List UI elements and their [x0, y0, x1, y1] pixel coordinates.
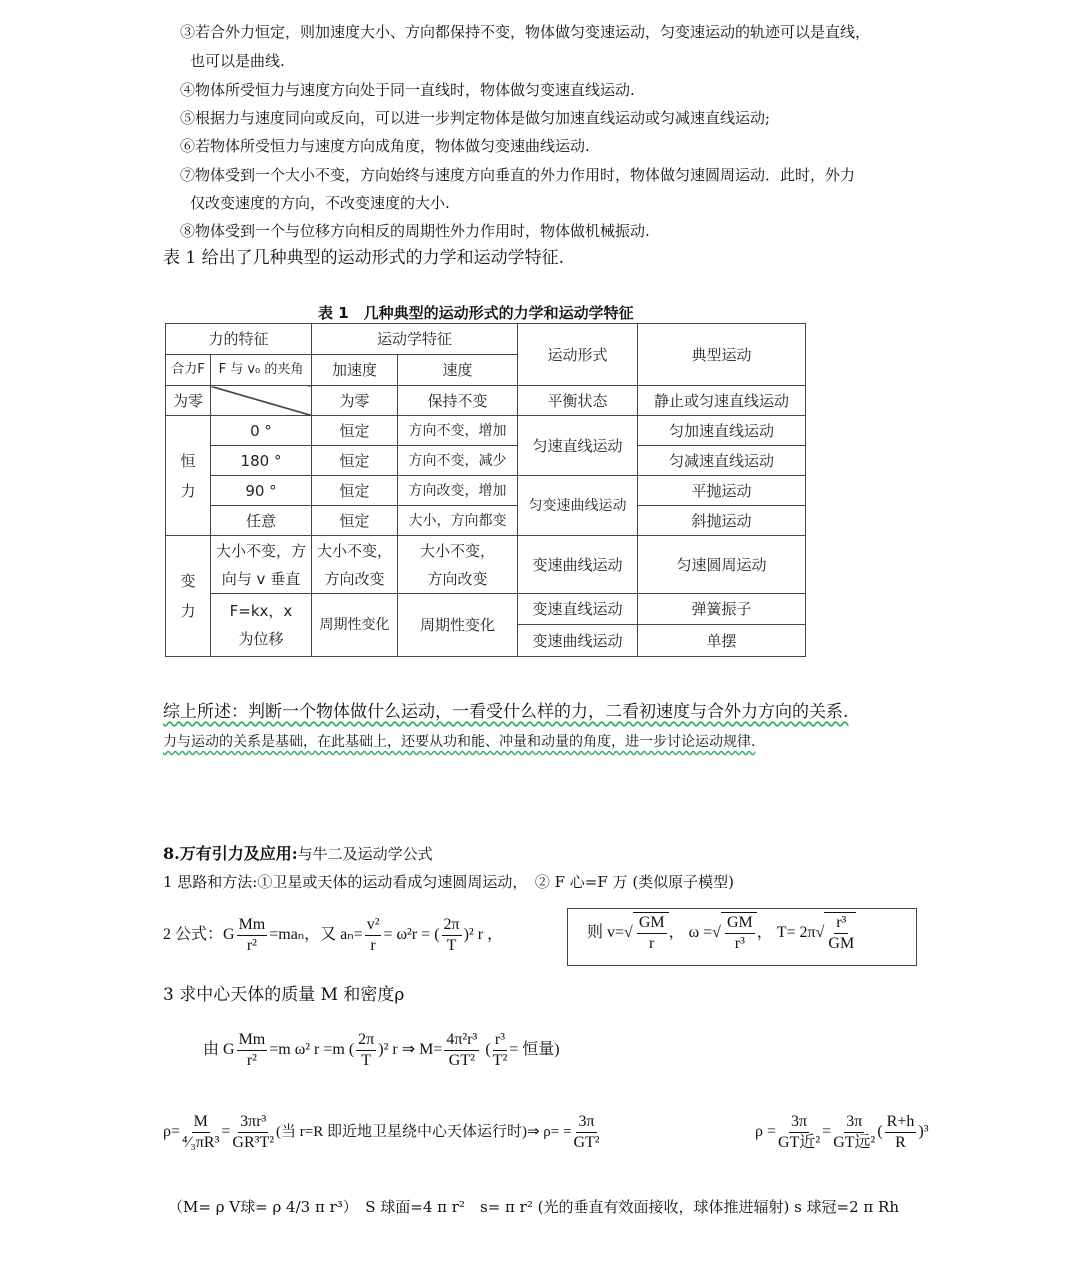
header-cell: 运动形式: [518, 324, 638, 386]
header-cell: 加速度: [312, 355, 398, 386]
table-cell: 90 °: [211, 476, 312, 506]
header-cell: 合力F: [166, 355, 211, 386]
header-cell: 力的特征: [166, 324, 312, 355]
table-cell: 单摆: [638, 625, 806, 657]
table-cell: 保持不变: [398, 386, 518, 416]
table-cell: 方向不变，增加: [398, 416, 518, 446]
table-cell: 斜抛运动: [638, 506, 806, 536]
text-line: ⑥若物体所受恒力与速度方向成角度，物体做匀变速曲线运动.: [180, 137, 590, 155]
formula-text: =maₙ，又 aₙ=: [269, 926, 363, 944]
table-title: 表 1 几种典型的运动形式的力学和运动学特征: [318, 304, 634, 322]
text-line: ⑤根据力与速度同向或反向，可以进一步判定物体是做匀加速直线运动或匀减速直线运动;: [180, 109, 771, 127]
table-cell: 为零: [166, 386, 211, 416]
formula-density-2: ρ = $\frac{3\pi}{\text{GT近²}}$ = $\frac{3\pi}{\text{GT远²}}$ ( $\frac{R+h}{R}$ )³: [755, 1113, 929, 1151]
header-cell: F 与 v₀ 的夹角: [211, 355, 312, 386]
diagonal-cell: [211, 386, 312, 416]
formula-text: ， ω =: [668, 924, 713, 942]
text-line: ④物体所受恒力与速度方向处于同一直线时，物体做匀变速直线运动.: [180, 81, 635, 99]
table-cell: 恒定: [312, 446, 398, 476]
formula-gravity: [163, 915, 503, 956]
fraction: $\frac{Mm}{\text{r²}}$: [238, 916, 266, 954]
table-cell: 0 °: [211, 416, 312, 446]
section-heading: [163, 844, 433, 864]
table-cell: 恒定: [312, 416, 398, 446]
table-cell: 方向不变，减少: [398, 446, 518, 476]
formula-density: ρ= $\frac{M}{\text{⁴⁄₃πR³}}$ = $\frac{\text{3πr³}}{\text{GR³T²}}$ (当 r=R 即近地卫星绕中心天体运行时)⇒ ρ= = $\frac{3\pi}{\text{GT²}}$: [163, 1113, 600, 1151]
table-cell: F=kx，x 为位移: [211, 594, 312, 657]
header-cell: 运动学特征: [312, 324, 518, 355]
table-cell: 大小不变，方向改变: [398, 536, 518, 594]
table-cell: 静止或匀速直线运动: [638, 386, 806, 416]
summary-line: 力与运动的关系是基础，在此基础上，还要从功和能、冲量和动量的角度，进一步讨论运动规律.: [163, 734, 756, 750]
text-line: 3 求中心天体的质量 M 和密度ρ: [163, 985, 405, 1005]
formula-text: = 恒量): [509, 1041, 560, 1059]
table-cell: 变速曲线运动: [518, 625, 638, 657]
text-line: 也可以是曲线.: [190, 52, 285, 70]
table-cell: 方向改变，增加: [398, 476, 518, 506]
fraction: $\frac{\text{v²}}{r}$: [366, 916, 380, 954]
intro-text: 表 1 给出了几种典型的运动形式的力学和运动学特征.: [163, 248, 565, 268]
text-line: （M= ρ V球= ρ 4/3 π r³） S 球面=4 π r² s= π r² (光的垂直有效面接收，球体推进辐射) s 球冠=2 π Rh: [168, 1198, 900, 1216]
table-cell: 恒 力: [166, 416, 211, 536]
motion-table: [165, 323, 806, 657]
table-cell: 匀变速曲线运动: [518, 476, 638, 536]
formula-text: = ω²r = (: [383, 926, 440, 944]
section-title: 8.万有引力及应用:: [163, 844, 298, 863]
formula-text: )² r ，: [463, 926, 504, 944]
text-line: 仅改变速度的方向，不改变速度的大小.: [190, 194, 450, 212]
table-cell: 大小不变，方向改变: [312, 536, 398, 594]
text-line: ⑧物体受到一个与位移方向相反的周期性外力作用时，物体做机械振动.: [180, 222, 650, 240]
section-subtitle: 与牛二及运动学公式: [297, 845, 433, 863]
table-cell: 匀加速直线运动: [638, 416, 806, 446]
summary-line: 综上所述：判断一个物体做什么运动，一看受什么样的力，二看初速度与合外力方向的关系.: [163, 702, 849, 722]
formula-text: 2 公式：G: [163, 926, 235, 944]
text-line: ③若合外力恒定，则加速度大小、方向都保持不变，物体做匀变速运动，匀变速运动的轨迹可以是直线，: [180, 23, 871, 41]
formula-text: =m ω² r =m (: [269, 1041, 355, 1059]
table-cell: 变 力: [166, 536, 211, 657]
table-cell: 大小不变，方向与 v 垂直: [211, 536, 312, 594]
formula-mass: 由 G $\frac{Mm}{\text{r²}}$ =m ω² r =m ( $\frac{2\pi}{T}$ )² r ⇒ M= $\frac{\text{4π²r³}}{\text{GT²}}$ ( $\frac{\text{r³}}{\text{T²}}$ = 恒量): [203, 1031, 560, 1069]
text-line: ⑦物体受到一个大小不变，方向始终与速度方向垂直的外力作用时，物体做匀速圆周运动．此时，外力: [180, 166, 856, 184]
table-cell: 恒定: [312, 476, 398, 506]
table-cell: 匀减速直线运动: [638, 446, 806, 476]
table-cell: 匀速圆周运动: [638, 536, 806, 594]
table-cell: 大小，方向都变: [398, 506, 518, 536]
header-cell: 速度: [398, 355, 518, 386]
table-cell: 180 °: [211, 446, 312, 476]
table-cell: 任意: [211, 506, 312, 536]
formula-results: 则 v=√ $\frac{GM}{r}$ ， ω =√ $\frac{GM}{\text{r³}}$ ， T= 2π√ $\frac{\text{r³}}{GM}$: [587, 914, 855, 952]
formula-text: 由 G: [203, 1041, 235, 1059]
table-cell: 平衡状态: [518, 386, 638, 416]
formula-text: ， T= 2π: [756, 924, 816, 942]
header-cell: 典型运动: [638, 324, 806, 386]
formula-text: )² r ⇒ M=: [378, 1041, 443, 1059]
table-cell: 平抛运动: [638, 476, 806, 506]
text-line: 1 思路和方法:①卫星或天体的运动看成匀速圆周运动， ② F 心=F 万 (类似原子模型): [163, 873, 735, 891]
formula-text: 则 v=: [587, 924, 625, 942]
table-cell: 周期性变化: [398, 594, 518, 657]
table-cell: 匀速直线运动: [518, 416, 638, 476]
fraction: $\frac{2\pi}{T}$: [443, 916, 460, 954]
table-cell: 恒定: [312, 506, 398, 536]
table-cell: 变速直线运动: [518, 594, 638, 625]
formula-text: (: [485, 1041, 491, 1059]
table-cell: 变速曲线运动: [518, 536, 638, 594]
table-cell: 弹簧振子: [638, 594, 806, 625]
table-cell: 为零: [312, 386, 398, 416]
table-cell: 周期性变化: [312, 594, 398, 657]
